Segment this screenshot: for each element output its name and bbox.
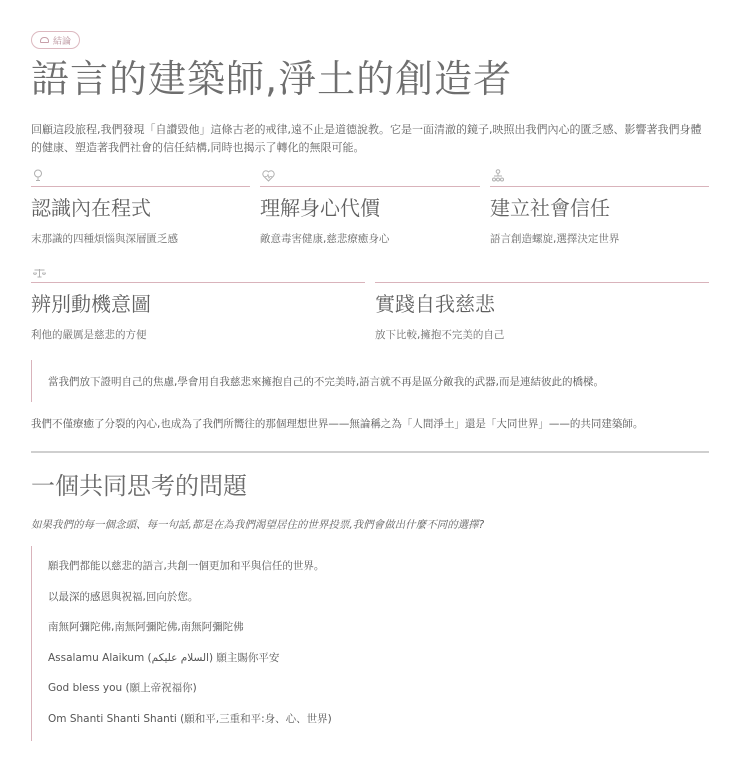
reflection-question: 如果我們的每一個念頭、每一句話,都是在為我們渴望居住的世界投票,我們會做出什麼不同的選擇? xyxy=(31,519,485,531)
card-divider xyxy=(31,186,250,187)
card-understand-cost xyxy=(260,166,480,246)
hand-icon xyxy=(40,37,49,43)
card-divider xyxy=(375,282,709,283)
blessing-line: 願我們都能以慈悲的語言,共創一個更加和平與信任的世界。 xyxy=(48,560,325,572)
card-subtitle: 語言創造螺旋,選擇決定世界 xyxy=(490,233,620,245)
blessing-line: Assalamu Alaikum (السلام عليكم) 願主賜你平安 xyxy=(48,651,280,664)
card-discern-motive xyxy=(31,262,365,342)
quote-text: 當我們放下證明自己的焦慮,學會用自我慈悲來擁抱自己的不完美時,語言就不再是區分敵我的武器,而是連結彼此的橋樑。 xyxy=(48,375,605,388)
section-tag-label: 結論 xyxy=(53,36,72,47)
heart-pulse-icon xyxy=(262,170,275,182)
blessing-line: God bless you (願上帝祝福你) xyxy=(48,682,197,694)
section-divider xyxy=(31,451,709,453)
card-divider xyxy=(490,186,709,187)
card-subtitle: 末那識的四種煩惱與深層匱乏感 xyxy=(31,233,178,245)
section-tag xyxy=(31,31,80,49)
page-title: 語言的建築師,淨土的創造者 xyxy=(31,57,513,101)
card-subtitle: 放下比較,擁抱不完美的自己 xyxy=(375,329,505,341)
lightbulb-icon xyxy=(33,169,43,182)
card-title: 辨別動機意圖 xyxy=(31,292,151,316)
highlight-quote xyxy=(31,360,709,402)
closing-paragraph: 我們不僅療癒了分裂的內心,也成為了我們所嚮往的那個理想世界——無論稱之為「人間淨土」還是「大同世界」——的共同建築師。 xyxy=(31,418,644,430)
card-divider xyxy=(31,282,365,283)
card-title: 建立社會信任 xyxy=(490,196,610,220)
card-practice-self-compassion xyxy=(375,262,709,342)
network-icon xyxy=(492,169,504,182)
card-subtitle: 敵意毒害健康,慈悲療癒身心 xyxy=(260,233,390,245)
card-title: 實踐自我慈悲 xyxy=(375,292,495,316)
card-title: 認識內在程式 xyxy=(31,196,151,220)
blessing-line: 以最深的感恩與祝福,回向於您。 xyxy=(48,590,199,603)
scale-icon xyxy=(33,268,46,278)
card-build-trust xyxy=(490,166,709,246)
blessing-line: 南無阿彌陀佛,南無阿彌陀佛,南無阿彌陀佛 xyxy=(48,621,244,633)
intro-paragraph: 回顧這段旅程,我們發現「自讚毀他」這條古老的戒律,遠不止是道德說教。它是一面清澈的鏡子,映照出我們內心的匱乏感、影響著我們身體的健康、塑造著我們社會的信任結構,同時也揭示了轉化的無限可能。 xyxy=(31,123,702,154)
card-divider xyxy=(260,186,480,187)
blessing-line: Om Shanti Shanti Shanti (願和平,三重和平:身、心、世界) xyxy=(48,712,332,725)
card-recognize-inner-program xyxy=(31,166,250,246)
card-subtitle: 利他的嚴厲是慈悲的方便 xyxy=(31,329,147,341)
blessings-block xyxy=(31,546,709,741)
card-title: 理解身心代價 xyxy=(260,196,380,220)
section-title: 一個共同思考的問題 xyxy=(31,472,247,500)
